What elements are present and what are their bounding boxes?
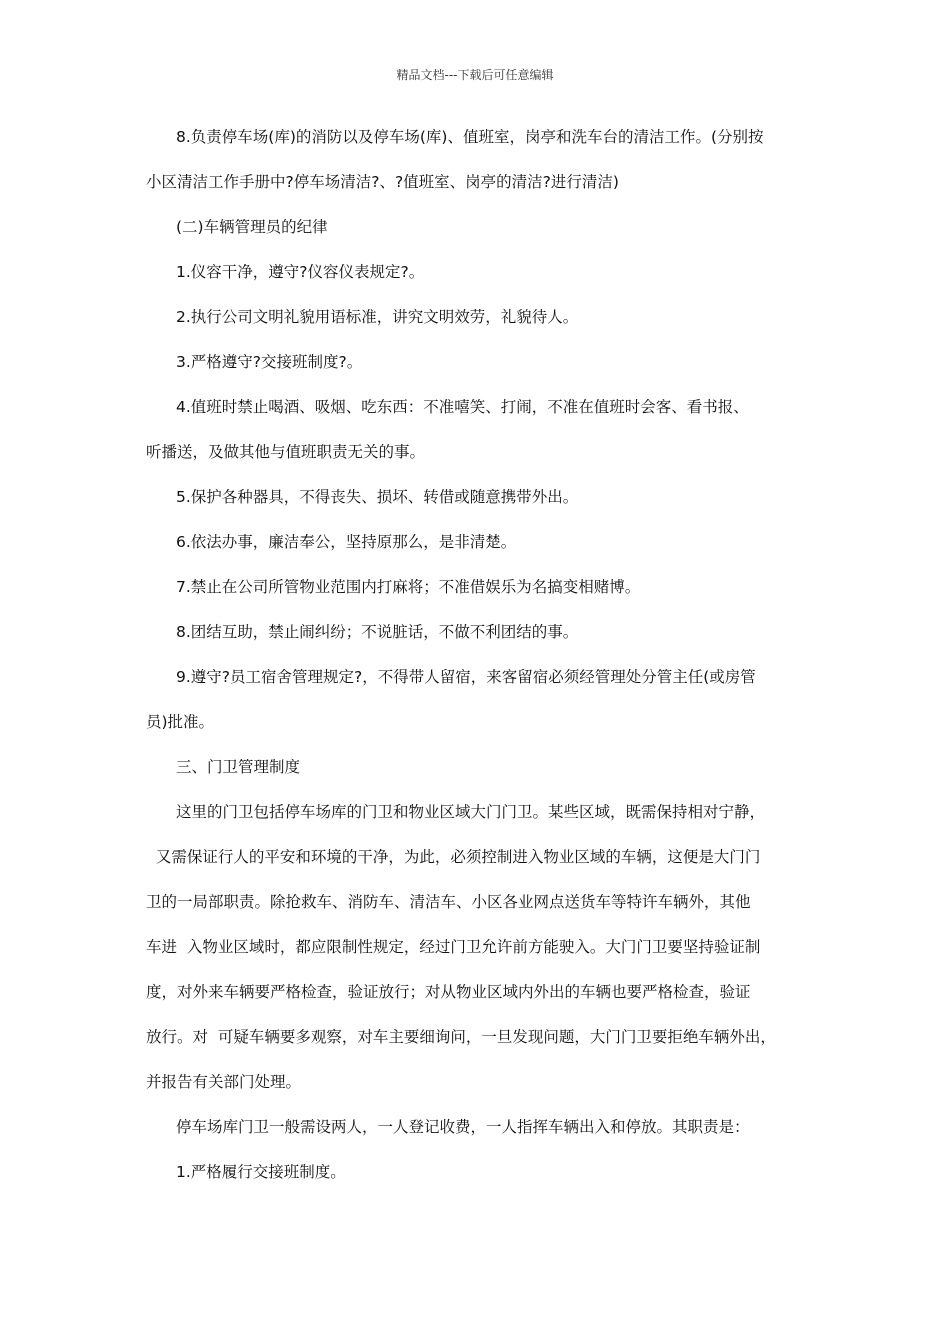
text-line: 8.团结互助，禁止闹纠纷；不说脏话，不做不利团结的事。 <box>176 623 579 641</box>
text-line: 2.执行公司文明礼貌用语标准，讲究文明效劳，礼貌待人。 <box>176 308 579 326</box>
section-heading: 三、门卫管理制度 <box>176 758 301 776</box>
text-line: 度，对外来车辆要严格检查，验证放行；对从物业区域内外出的车辆也要严格检查，验证 <box>146 983 751 1001</box>
text-line: 放行。对 可疑车辆要多观察，对车主要细询问，一旦发现问题，大门门卫要拒绝车辆外出， <box>146 1028 776 1046</box>
text-line: 卫的一局部职责。除抢救车、消防车、清洁车、小区各业网点送货车等特许车辆外，其他 <box>146 893 751 911</box>
text-line: 6.依法办事，廉洁奉公，坚持原那么，是非清楚。 <box>176 533 517 551</box>
text-line: 听播送，及做其他与值班职责无关的事。 <box>146 443 426 461</box>
text-line: 停车场库门卫一般需设两人，一人登记收费，一人指挥车辆出入和停放。其职责是： <box>176 1118 750 1136</box>
page-header: 精品文档---下载后可任意编辑 <box>396 68 554 82</box>
text-line: 车进 入物业区域时，都应限制性规定，经过门卫允许前方能驶入。大门门卫要坚持验证制 <box>146 938 761 956</box>
text-line: 1.严格履行交接班制度。 <box>176 1163 346 1181</box>
text-line: 8.负责停车场(库)的消防以及停车场(库)、值班室，岗亭和洗车台的清洁工作。(分别按 <box>176 128 764 146</box>
text-line: 5.保护各种器具，不得丧失、损坏、转借或随意携带外出。 <box>176 488 579 506</box>
text-line: 这里的门卫包括停车场库的门卫和物业区域大门门卫。某些区域，既需保持相对宁静， <box>176 803 766 821</box>
text-line: 9.遵守?员工宿舍管理规定?，不得带人留宿，来客留宿必须经管理处分管主任(或房管 <box>176 668 756 686</box>
text-line: 又需保证行人的平安和环境的干净，为此，必须控制进入物业区域的车辆，这便是大门门 <box>146 848 761 866</box>
text-line: 小区清洁工作手册中?停车场清洁?、?值班室、岗亭的清洁?进行清洁) <box>146 173 619 191</box>
text-line: 1.仪容干净，遵守?仪容仪表规定?。 <box>176 263 425 281</box>
text-line: 3.严格遵守?交接班制度?。 <box>176 353 363 371</box>
text-line: 员)批准。 <box>146 713 215 731</box>
text-line: 并报告有关部门处理。 <box>146 1073 302 1091</box>
text-line: 7.禁止在公司所管物业范围内打麻将；不准借娱乐为名搞变相赌博。 <box>176 578 641 596</box>
text-line: 4.值班时禁止喝酒、吸烟、吃东西：不准嘻笑、打闹，不准在值班时会客、看书报、 <box>176 398 749 416</box>
text-line: (二)车辆管理员的纪律 <box>176 218 328 236</box>
document-body <box>146 126 822 1183</box>
